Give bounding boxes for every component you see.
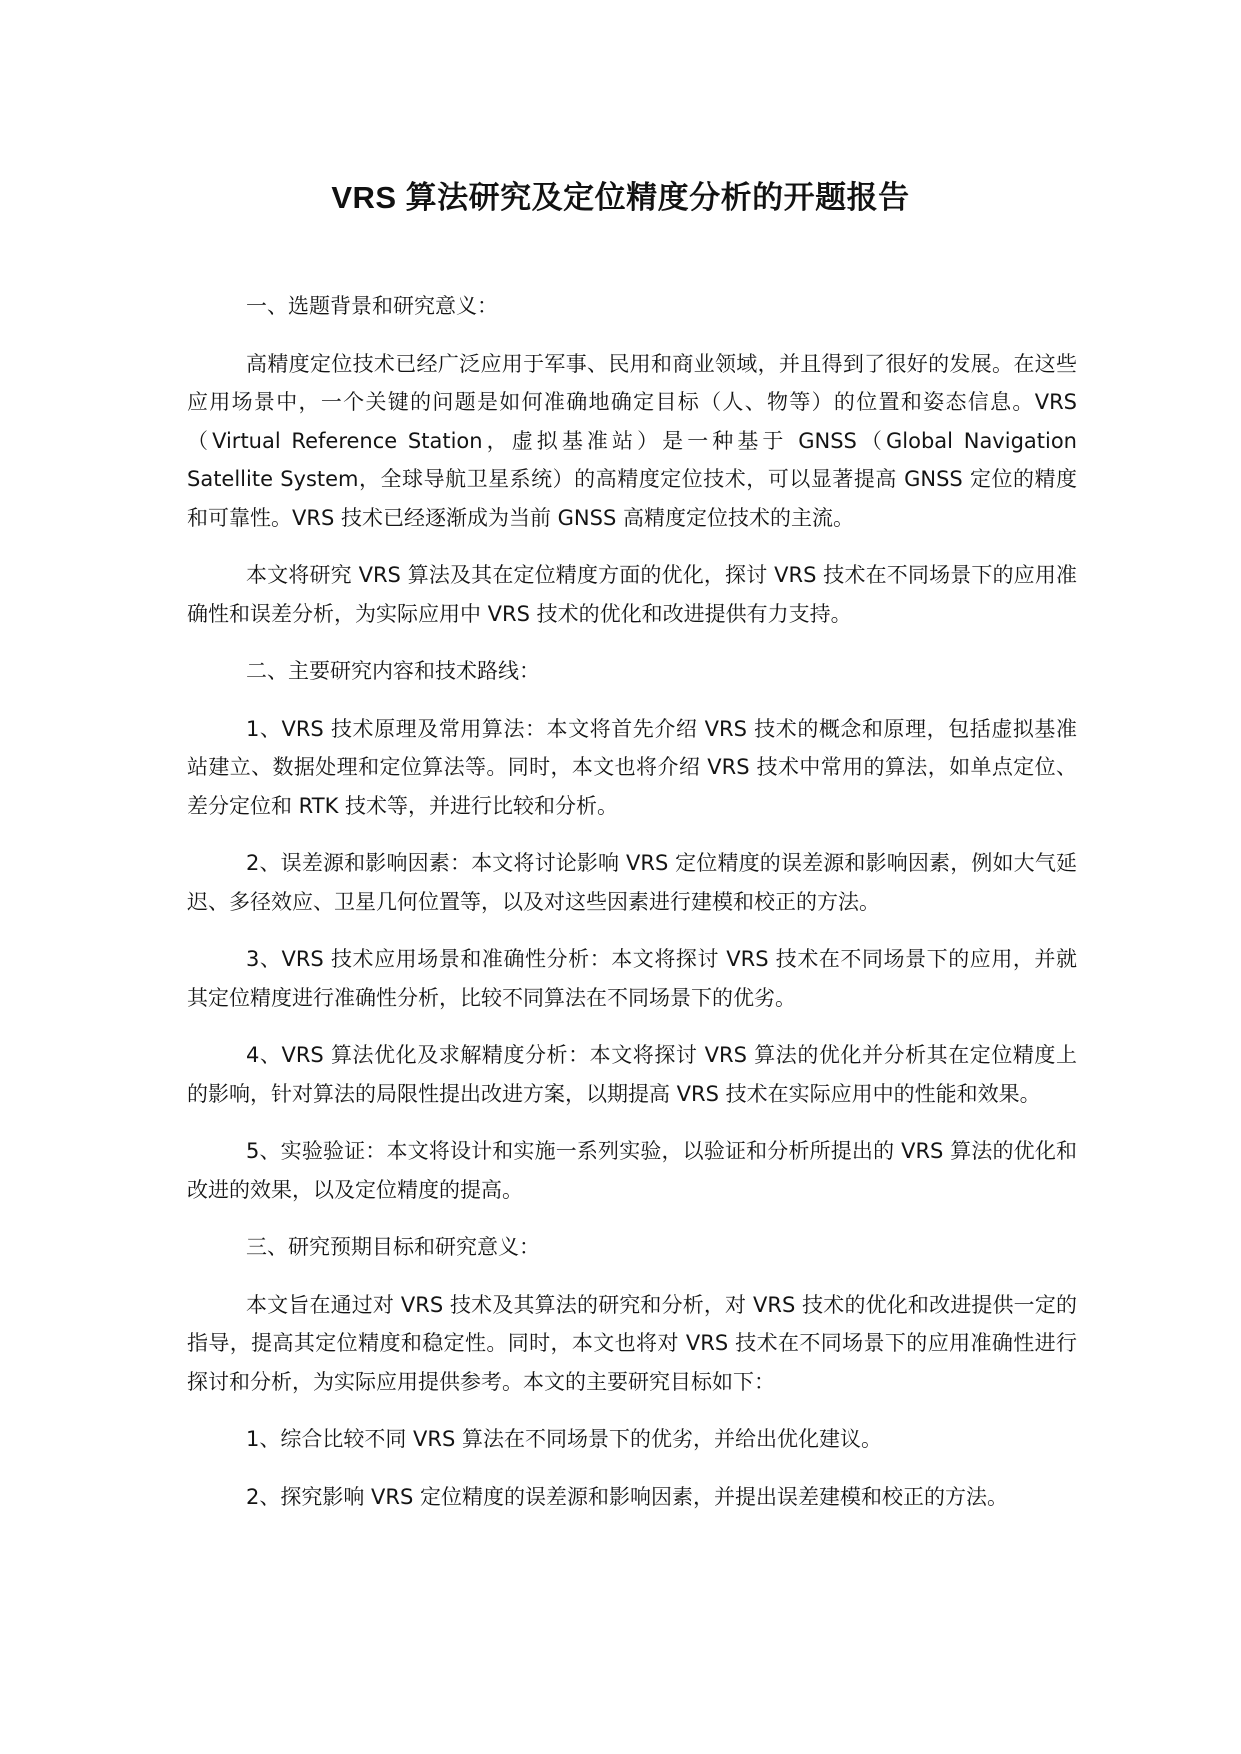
list-item-algorithm-optimization: 4、VRS 算法优化及求解精度分析：本文将探讨 VRS 算法的优化并分析其在定位精度上的影响，针对算法的局限性提出改进方案，以期提高 VRS 技术在实际应用中的性能和效果。 [187,1043,1077,1106]
paragraph-research-aim: 本文将研究 VRS 算法及其在定位精度方面的优化，探讨 VRS 技术在不同场景下的应用准确性和误差分析，为实际应用中 VRS 技术的优化和改进提供有力支持。 [187,563,1077,626]
paragraph-goals-intro: 本文旨在通过对 VRS 技术及其算法的研究和分析，对 VRS 技术的优化和改进提供一定的指导，提高其定位精度和稳定性。同时，本文也将对 VRS 技术在不同场景下的应用准确性进行探讨和分析，为实际应用提供参考。本文的主要研究目标如下： [187,1292,1077,1394]
section-heading-content: 二、主要研究内容和技术路线： [246,659,540,683]
list-item-error-sources: 2、误差源和影响因素：本文将讨论影响 VRS 定位精度的误差源和影响因素，例如大气延迟、多径效应、卫星几何位置等，以及对这些因素进行建模和校正的方法。 [187,851,1077,914]
list-item-experiment: 5、实验验证：本文将设计和实施一系列实验，以验证和分析所提出的 VRS 算法的优化和改进的效果，以及定位精度的提高。 [187,1139,1077,1202]
document-body [187,287,1077,1516]
paragraph-background-intro: 高精度定位技术已经广泛应用于军事、民用和商业领域，并且得到了很好的发展。在这些应用场景中，一个关键的问题是如何准确地确定目标（人、物等）的位置和姿态信息。VRS（Virtual Reference Station，虚拟基准站）是一种基于 GNSS（Global Navigation Satellite System，全球导航卫星系统）的高精度定位技术，可以显著提高 GNSS 定位的精度和可靠性。VRS 技术已经逐渐成为当前 GNSS 高精度定位技术的主流。 [187,351,1077,530]
section-heading-goals: 三、研究预期目标和研究意义： [246,1235,540,1259]
list-item-principles: 1、VRS 技术原理及常用算法：本文将首先介绍 VRS 技术的概念和原理，包括虚拟基准站建立、数据处理和定位算法等。同时，本文也将介绍 VRS 技术中常用的算法，如单点定位、差分定位和 RTK 技术等，并进行比较和分析。 [187,716,1077,818]
section-heading-background: 一、选题背景和研究意义： [246,294,498,318]
list-item-application-scenarios: 3、VRS 技术应用场景和准确性分析：本文将探讨 VRS 技术在不同场景下的应用，并就其定位精度进行准确性分析，比较不同算法在不同场景下的优劣。 [187,947,1077,1010]
document-title: VRS 算法研究及定位精度分析的开题报告 [331,180,910,215]
list-item-goal-compare: 1、综合比较不同 VRS 算法在不同场景下的优劣，并给出优化建议。 [246,1427,882,1451]
list-item-goal-errors: 2、探究影响 VRS 定位精度的误差源和影响因素，并提出误差建模和校正的方法。 [246,1484,1008,1509]
